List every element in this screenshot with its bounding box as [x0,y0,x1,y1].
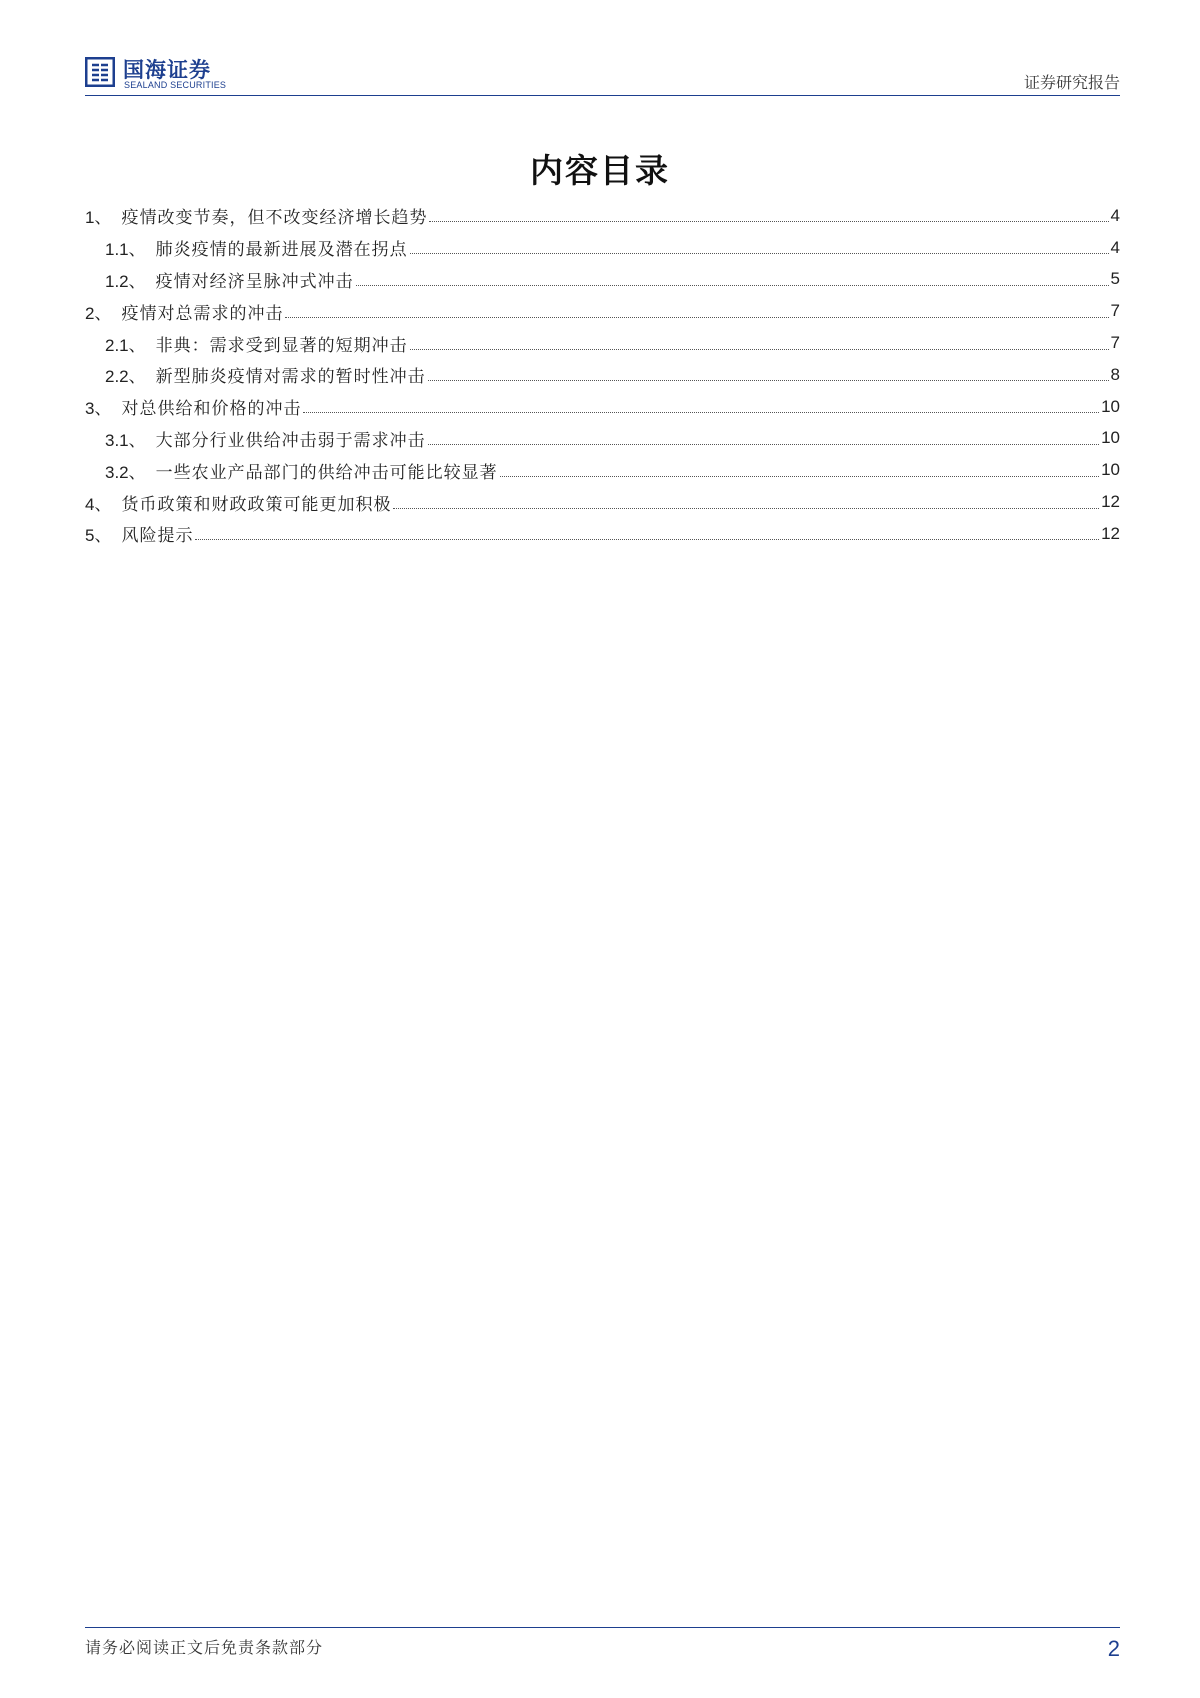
toc-entry-number: 1、 [85,208,112,228]
toc-entry-text: 疫情对总需求的冲击 [121,303,284,324]
toc-entry-number: 2.1、 [105,335,146,355]
toc-entry-page: 12 [1101,523,1120,543]
toc-dot-leader [285,317,1108,318]
toc-entry-page: 5 [1110,269,1120,289]
footer-divider [85,1627,1120,1628]
toc-entry-number: 3、 [85,399,112,419]
toc-entry-text: 疫情改变节奏，但不改变经济增长趋势 [121,208,428,229]
toc-dot-leader [428,380,1109,381]
toc-entry[interactable] [85,359,1120,391]
toc-dot-leader [429,221,1108,222]
toc-entry-number: 4、 [85,494,112,514]
toc-entry[interactable] [85,518,1120,550]
toc-dot-leader [428,444,1099,445]
report-type-label: 证券研究报告 [1023,73,1120,92]
toc-title: 内容目录 [530,151,670,190]
toc-entry[interactable] [85,423,1120,455]
toc-entry-page: 12 [1101,492,1120,512]
page-header [85,54,1120,96]
toc-entry[interactable] [85,264,1120,296]
toc-dot-leader [500,476,1099,477]
toc-entry-page: 4 [1110,205,1120,225]
toc-dot-leader [410,253,1109,254]
toc-entry-text: 肺炎疫情的最新进展及潜在拐点 [155,240,408,261]
toc-entry-number: 1.1、 [105,240,146,260]
toc-dot-leader [195,539,1099,540]
toc-entry-text: 非典：需求受到显著的短期冲击 [155,335,408,356]
toc-entry-text: 新型肺炎疫情对需求的暂时性冲击 [155,367,426,388]
logo-chinese-name: 国海证券 [123,58,211,82]
header-divider [85,95,1120,96]
table-of-contents [85,200,1120,550]
toc-dot-leader [410,349,1109,350]
toc-entry-page: 4 [1110,237,1120,257]
toc-entry[interactable] [85,232,1120,264]
toc-entry-number: 2、 [85,303,112,323]
toc-entry[interactable] [85,486,1120,518]
toc-entry-page: 8 [1110,364,1120,384]
toc-entry-number: 3.1、 [105,430,146,450]
toc-entry-number: 3.2、 [105,462,146,482]
toc-dot-leader [303,412,1099,413]
toc-entry-number: 2.2、 [105,367,146,387]
toc-entry-page: 7 [1110,301,1120,321]
toc-entry-text: 对总供给和价格的冲击 [121,399,302,420]
toc-entry[interactable] [85,327,1120,359]
toc-entry-page: 7 [1110,333,1120,353]
toc-dot-leader [393,508,1099,509]
toc-dot-leader [356,285,1109,286]
toc-entry-text: 大部分行业供给冲击弱于需求冲击 [155,430,426,451]
toc-entry[interactable] [85,391,1120,423]
toc-entry[interactable] [85,295,1120,327]
toc-entry-text: 货币政策和财政政策可能更加积极 [121,494,392,515]
toc-entry[interactable] [85,200,1120,232]
footer-disclaimer: 请务必阅读正文后免责条款部分 [85,1638,324,1657]
toc-entry-number: 1.2、 [105,271,146,291]
toc-entry-text: 一些农业产品部门的供给冲击可能比较显著 [155,462,498,483]
toc-entry-page: 10 [1101,396,1120,416]
page-number: 2 [1107,1636,1120,1661]
toc-entry-text: 风险提示 [121,526,194,547]
logo-english-name: SEALAND SECURITIES [124,80,227,90]
toc-entry-page: 10 [1101,428,1120,448]
toc-entry-page: 10 [1101,460,1120,480]
toc-entry[interactable] [85,454,1120,486]
toc-entry-number: 5、 [85,526,112,546]
toc-entry-text: 疫情对经济呈脉冲式冲击 [155,271,354,292]
sealand-logo-icon [85,57,115,87]
